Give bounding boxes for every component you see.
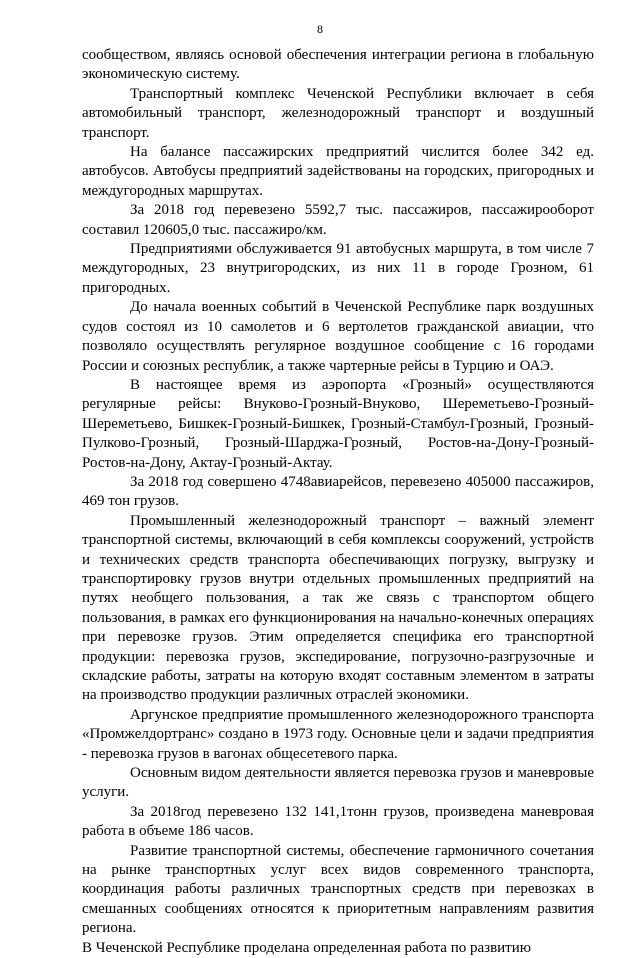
paragraph: До начала военных событий в Чеченской Республике парк воздушных судов состоял из 10 самолетов и 6 вертолетов гражданской авиации, что позволяло осуществлять регулярное воздушное сообщение с 16 городами России и союзных республик, а также чартерные рейсы в Турцию и ОАЭ.: [82, 299, 594, 374]
paragraph: сообществом, являясь основой обеспечения интеграции региона в глобальную экономическую систему.: [82, 47, 594, 83]
document-body: [82, 46, 594, 958]
paragraph: Развитие транспортной системы, обеспечение гармоничного сочетания на рынке транспортных услуг всех видов современного транспорта, координация работы различных транспортных средств при перевозках в смешанных сообщениях относятся к приоритетным направлениям развития региона.: [82, 842, 594, 937]
paragraph: В настоящее время из аэропорта «Грозный» осуществляются регулярные рейсы: Внуково-Грозный-Внуково, Шереметьево-Грозный-Шереметьево, Бишкек-Грозный-Бишкек, Грозный-Стамбул-Грозный, Грозный-Пулково-Грозный, Грозный-Шарджа-Грозный, Ростов-на-Дону-Грозный-Ростов-на-Дону, Актау-Грозный-Актау.: [82, 376, 594, 471]
paragraph: Основным видом деятельности является перевозка грузов и маневровые услуги.: [82, 765, 594, 801]
paragraph: За 2018 год перевезено 5592,7 тыс. пассажиров, пассажирооборот составил 120605,0 тыс. пассажиро/км.: [82, 202, 594, 238]
paragraph: Предприятиями обслуживается 91 автобусных маршрута, в том числе 7 междугородных, 23 внутригородских, из них 11 в городе Грозном, 61 пригородных.: [82, 241, 594, 296]
paragraph: На балансе пассажирских предприятий числится более 342 ед. автобусов. Автобусы предприятий задействованы на городских, пригородных и междугородных маршрутах.: [82, 144, 594, 199]
paragraph: За 2018 год совершено 4748авиарейсов, перевезено 405000 пассажиров, 469 тон грузов.: [82, 473, 594, 510]
page-number: 8: [317, 22, 323, 36]
paragraph: В Чеченской Республике проделана определенная работа по развитию: [82, 939, 531, 956]
paragraph: Промышленный железнодорожный транспорт – важный элемент транспортной системы, включающий в себя комплексы сооружений, устройств и технических средств транспорта обеспечивающих погрузку, выгрузку и транспортировку грузов внутри отдельных промышленных предприятий на путях необщего пользования, а так же связь с транспортом общего пользования, в рамках его функционирования на начально-конечных операциях при перевозке грузов. Этим определяется специфика его транспортной продукции: перевозка грузов, экспедирование, погрузочно-разгрузочные и складские работы, затраты на которую входят составным элементом в затраты на производство продукции различных отраслей экономики.: [82, 512, 594, 704]
paragraph: Аргунское предприятие промышленного железнодорожного транспорта «Промжелдортранс» создано в 1973 году. Основные цели и задачи предприятия - перевозка грузов в вагонах общесетевого парка.: [82, 706, 594, 762]
paragraph: За 2018год перевезено 132 141,1тонн грузов, произведена маневровая работа в объеме 186 часов.: [82, 803, 594, 840]
paragraph: Транспортный комплекс Чеченской Республики включает в себя автомобильный транспорт, железнодорожный транспорт и воздушный транспорт.: [82, 85, 594, 141]
